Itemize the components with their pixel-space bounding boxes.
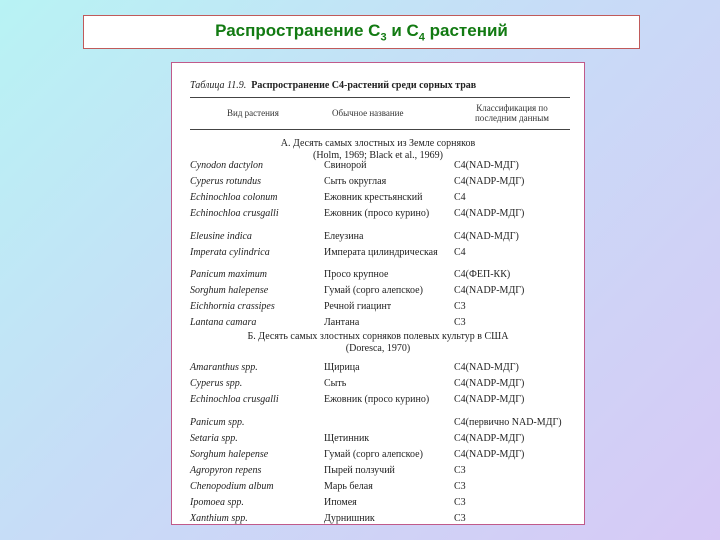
photosynthesis-type: С3 bbox=[454, 317, 466, 328]
common-name: Гумай (сорго алепское) bbox=[324, 285, 423, 296]
common-name: Ипомея bbox=[324, 497, 357, 508]
section-b-heading: Б. Десять самых злостных сорняков полевых культур в США (Doresca, 1970) bbox=[247, 331, 509, 354]
table-row bbox=[190, 449, 576, 462]
common-name: Сыть bbox=[324, 378, 347, 389]
table-row bbox=[190, 378, 576, 391]
photosynthesis-type: С4(NADP-МДГ) bbox=[454, 378, 525, 389]
species-name: Setaria spp. bbox=[190, 433, 238, 444]
species-name: Panicum spp. bbox=[190, 417, 245, 428]
slide-title: Распространение $С_3$ и $С_4$ растений bbox=[215, 20, 508, 44]
table-row bbox=[190, 417, 576, 430]
table-row bbox=[190, 192, 576, 205]
photosynthesis-type: С4(NADP-МДГ) bbox=[454, 449, 525, 460]
common-name: Елеузина bbox=[324, 231, 364, 242]
photosynthesis-type: С4(NADP-МДГ) bbox=[454, 433, 525, 444]
scanned-table bbox=[171, 62, 585, 525]
table-row bbox=[190, 301, 576, 314]
table-row bbox=[190, 465, 576, 478]
title-box bbox=[83, 15, 640, 49]
common-name: Ежовник (просо курино) bbox=[324, 208, 430, 219]
common-name: Свинорой bbox=[324, 160, 367, 171]
table-row bbox=[190, 497, 576, 510]
species-name: Cyperus spp. bbox=[190, 378, 243, 389]
common-name: Речной гиацинт bbox=[324, 301, 392, 312]
photosynthesis-type: С4 bbox=[454, 247, 466, 258]
table-row bbox=[190, 269, 576, 282]
common-name: Просо крупное bbox=[324, 269, 389, 280]
photosynthesis-type: С4(первично NAD-МДГ) bbox=[454, 417, 562, 428]
species-name: Echinochloa crusgalli bbox=[190, 394, 279, 405]
photosynthesis-type: С3 bbox=[454, 465, 466, 476]
common-name: Дурнишник bbox=[324, 513, 375, 524]
header-species: Вид растения bbox=[227, 108, 279, 118]
species-name: Lantana camara bbox=[190, 317, 257, 328]
table-row bbox=[190, 433, 576, 446]
photosynthesis-type: С3 bbox=[454, 497, 466, 508]
common-name: Гумай (сорго алепское) bbox=[324, 449, 423, 460]
species-name: Sorghum halepense bbox=[190, 449, 269, 460]
common-name: Лантана bbox=[324, 317, 360, 328]
common-name: Марь белая bbox=[324, 481, 373, 492]
species-name: Agropyron repens bbox=[190, 465, 262, 476]
photosynthesis-type: С4(NADP-МДГ) bbox=[454, 285, 525, 296]
photosynthesis-type: С4(NADP-МДГ) bbox=[454, 394, 525, 405]
photosynthesis-type: С4(NAD-МДГ) bbox=[454, 231, 519, 242]
section-a-heading: А. Десять самых злостных из Земле сорняков (Holm, 1969; Black et al., 1969) bbox=[280, 138, 476, 161]
photosynthesis-type: С3 bbox=[454, 301, 466, 312]
species-name: Eichhornia crassipes bbox=[190, 301, 275, 312]
common-name: Ежовник (просо курино) bbox=[324, 394, 430, 405]
species-name: Sorghum halepense bbox=[190, 285, 269, 296]
photosynthesis-type: С4(NAD-МДГ) bbox=[454, 362, 519, 373]
common-name: Сыть округлая bbox=[324, 176, 387, 187]
table-row bbox=[190, 394, 576, 407]
species-name: Echinochloa colonum bbox=[190, 192, 278, 203]
table-row bbox=[190, 285, 576, 298]
photosynthesis-type: С4(NADP-МДГ) bbox=[454, 176, 525, 187]
divider bbox=[190, 97, 570, 98]
species-name: Imperata cylindrica bbox=[190, 247, 270, 258]
species-name: Cyperus rotundus bbox=[190, 176, 262, 187]
species-name: Panicum maximum bbox=[190, 269, 267, 280]
species-name: Xanthium spp. bbox=[190, 513, 248, 524]
species-name: Cynodon dactylon bbox=[190, 160, 264, 171]
species-name: Eleusine indica bbox=[190, 231, 252, 242]
table-caption: Таблица 11.9. Распространение С4-растений среди сорных трав bbox=[190, 80, 477, 91]
common-name: Щетинник bbox=[324, 433, 370, 444]
photosynthesis-type: С4(NAD-МДГ) bbox=[454, 160, 519, 171]
photosynthesis-type: С3 bbox=[454, 481, 466, 492]
header-common-name: Обычное название bbox=[332, 108, 404, 118]
photosynthesis-type: С4(NADP-МДГ) bbox=[454, 208, 525, 219]
common-name: Ежовник крестьянский bbox=[324, 192, 423, 203]
photosynthesis-type: С3 bbox=[454, 513, 466, 524]
table-row bbox=[190, 481, 576, 494]
species-name: Ipomoea spp. bbox=[190, 497, 244, 508]
table-row bbox=[190, 362, 576, 375]
table-row bbox=[190, 176, 576, 189]
common-name: Императа цилиндрическая bbox=[324, 247, 438, 258]
table-row bbox=[190, 231, 576, 244]
photosynthesis-type: С4(ФЕП-КК) bbox=[454, 269, 511, 280]
photosynthesis-type: С4 bbox=[454, 192, 466, 203]
species-name: Echinochloa crusgalli bbox=[190, 208, 279, 219]
table-row bbox=[190, 247, 576, 260]
species-name: Chenopodium album bbox=[190, 481, 274, 492]
table-row bbox=[190, 208, 576, 221]
species-name: Amaranthus spp. bbox=[190, 362, 258, 373]
table-row bbox=[190, 317, 576, 330]
divider bbox=[190, 129, 570, 130]
common-name: Пырей ползучий bbox=[324, 465, 395, 476]
common-name: Щирица bbox=[324, 362, 360, 373]
table-row bbox=[190, 513, 576, 525]
table-row bbox=[190, 160, 576, 173]
header-classification: Классификация по последним данным bbox=[474, 103, 549, 123]
